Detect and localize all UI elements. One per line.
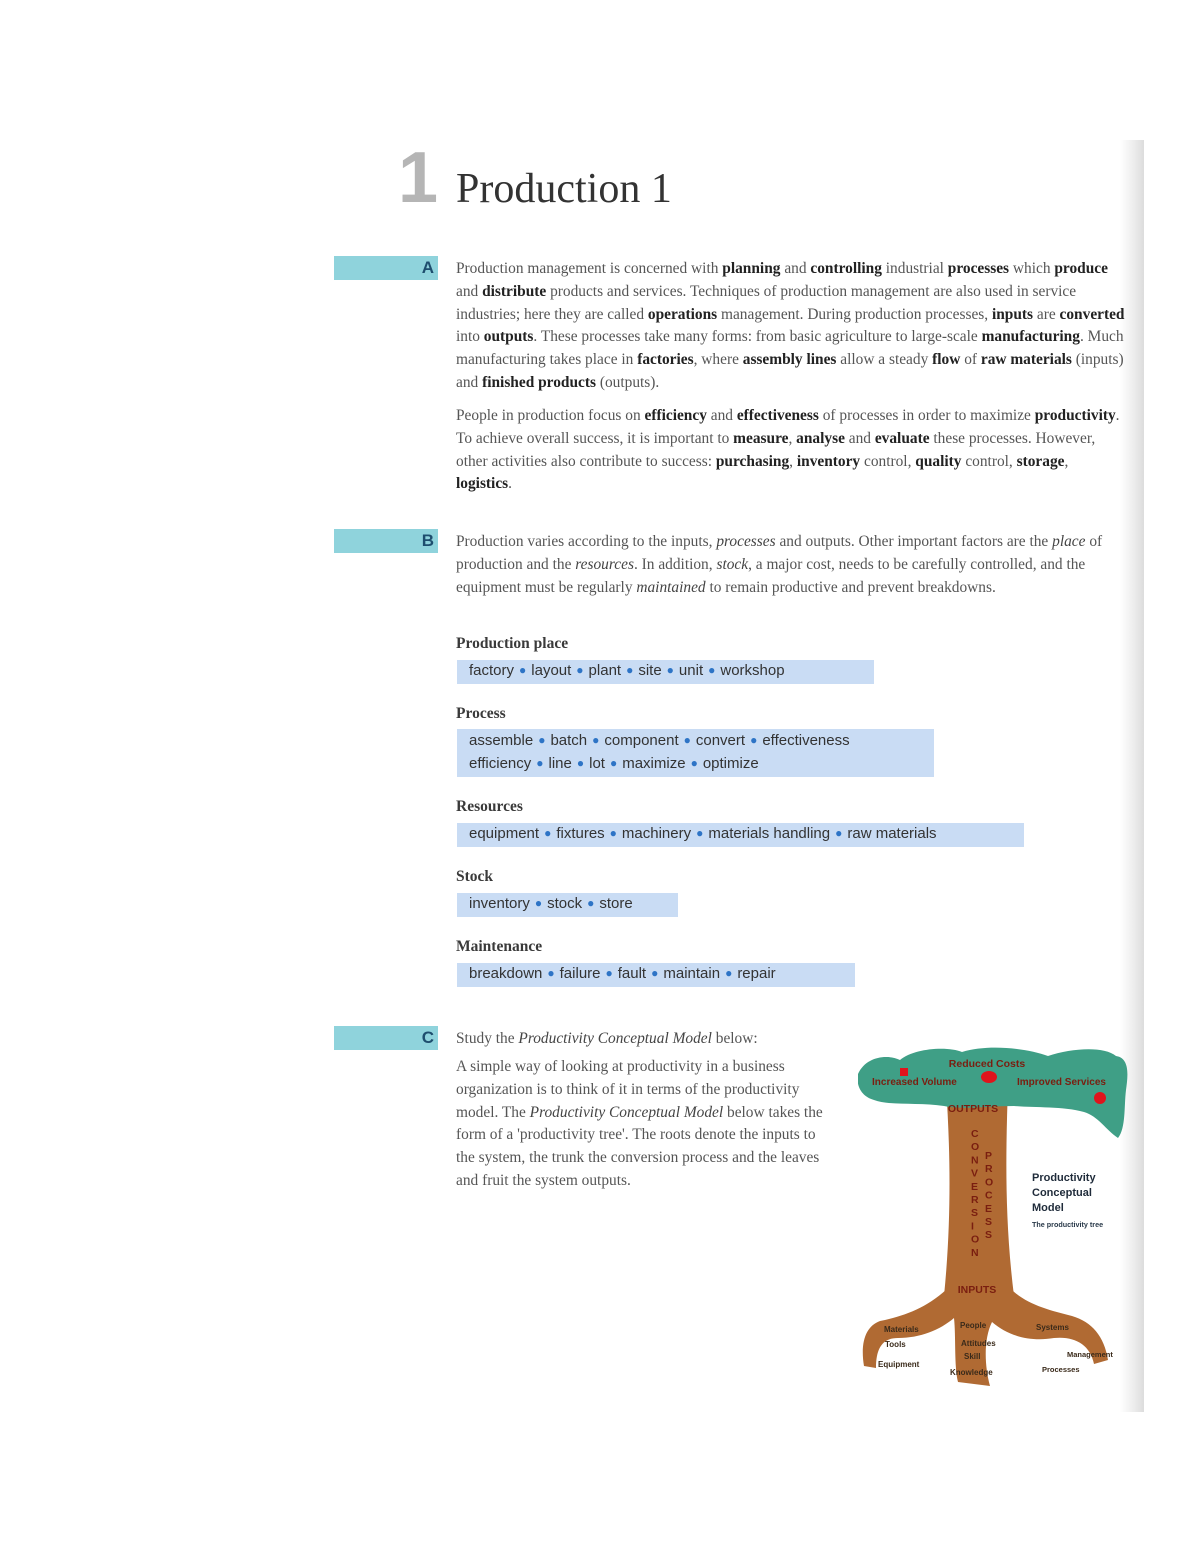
text-run: (inputs) and (456, 351, 1124, 391)
vocab-word: materials handling (708, 825, 831, 842)
text-run: are (1033, 305, 1060, 323)
key-term: evaluate (874, 429, 930, 447)
bullet-separator-icon: ● (538, 733, 546, 747)
maintenance-heading: Maintenance (456, 938, 543, 955)
key-term: effectiveness (736, 407, 819, 424)
resources-wordbox (457, 823, 1024, 847)
key-term: logistics (456, 475, 509, 493)
key-term: converted (1059, 305, 1125, 323)
model-title-line-2: Conceptual (1032, 1187, 1092, 1199)
fruit-red-circle (1094, 1092, 1106, 1104)
text-run: control, (961, 452, 1017, 470)
vocab-word: plant (588, 662, 622, 679)
section-a-label: A (421, 258, 434, 277)
key-term: quality (915, 452, 962, 470)
key-term: manufacturing (981, 328, 1080, 346)
vocab-word: unit (678, 662, 704, 679)
production-place-heading: Production place (456, 635, 569, 652)
key-term: raw materials (980, 351, 1072, 369)
bullet-separator-icon: ● (651, 966, 659, 980)
text-run: , a major cost, needs to be carefully controlled, and the equipment must be regularly (456, 555, 1086, 596)
model-subtitle: The productivity tree (1032, 1220, 1104, 1229)
stacked-letter: O (985, 1176, 994, 1189)
vocab-word: site (638, 662, 662, 679)
stacked-letter: E (985, 1202, 993, 1215)
bullet-separator-icon: ● (547, 966, 555, 980)
word-line (469, 963, 843, 986)
bullet-separator-icon: ● (587, 896, 595, 910)
stacked-letter: R (971, 1194, 979, 1206)
key-term: flow (932, 351, 961, 369)
vocab-word: machinery (621, 825, 692, 842)
bullet-separator-icon: ● (536, 755, 544, 770)
text-run: these processes. However, other activities also contribute to success: (456, 429, 1096, 470)
tree-trunk (944, 1086, 1014, 1296)
stacked-letter: S (985, 1216, 993, 1228)
bullet-separator-icon: ● (690, 755, 698, 770)
chapter-number: 1 (398, 138, 439, 218)
bullet-separator-icon: ● (609, 826, 617, 840)
text-run: management. During production processes, (717, 305, 992, 323)
text-run: below takes the form of a 'productivity tree'. The roots denote the inputs to the system, the trunk the conversion process and the leaves and fruit the system outputs. (456, 1103, 823, 1189)
vocab-word: repair (737, 965, 776, 982)
italic-term: Productivity Conceptual Model (529, 1103, 724, 1121)
word-line (469, 823, 1012, 846)
vocab-word: maintain (663, 965, 721, 982)
process-label (985, 1150, 993, 1241)
chapter-title: Production 1 (456, 166, 672, 212)
text-run: and (456, 282, 483, 300)
vocab-word: efficiency (469, 754, 532, 772)
key-term: storage (1016, 452, 1065, 470)
maintenance-wordbox (457, 963, 855, 987)
vocab-word: effectiveness (762, 732, 850, 749)
text-run: and outputs. Other important factors are the (775, 533, 1053, 550)
text-run: . These processes take many forms: from basic agriculture to large-scale (533, 328, 982, 346)
root-materials-label: Materials (884, 1325, 919, 1334)
vocab-word: assemble (469, 732, 534, 749)
reduced-costs-label: Reduced Costs (948, 1058, 1026, 1070)
text-run: . (508, 475, 513, 493)
stacked-letter: S (971, 1207, 979, 1220)
text-run: into (456, 328, 484, 346)
section-c-body (456, 1056, 838, 1193)
stacked-letter: C (971, 1128, 979, 1140)
text-run: , where (693, 351, 743, 369)
root-people-label: People (960, 1321, 987, 1330)
vocab-word: batch (550, 732, 588, 749)
outputs-label: OUTPUTS (947, 1103, 999, 1115)
key-term: operations (647, 305, 718, 323)
vocab-word: optimize (702, 754, 759, 772)
text-run: . To achieve overall success, it is important to (456, 407, 1120, 447)
vocab-word: fixtures (556, 825, 605, 842)
vocab-word: maximize (622, 754, 686, 772)
stacked-letter: S (985, 1229, 993, 1242)
stacked-letter: O (971, 1141, 980, 1154)
key-term: distribute (482, 282, 547, 300)
vocab-word: raw materials (847, 825, 937, 842)
key-term: analyse (796, 429, 845, 447)
text-run: People in production focus on (456, 407, 645, 424)
productivity-tree-diagram (858, 1046, 1128, 1398)
section-a-marker (334, 256, 438, 280)
stacked-letter: I (971, 1220, 974, 1233)
bullet-separator-icon: ● (750, 733, 758, 747)
word-line (469, 660, 862, 683)
vocab-word: convert (695, 732, 746, 749)
italic-term: processes (716, 533, 776, 550)
model-title-line-1: Productivity (1032, 1172, 1096, 1184)
root-knowledge-label: Knowledge (950, 1368, 993, 1377)
bullet-separator-icon: ● (576, 755, 585, 770)
section-c-marker (334, 1026, 438, 1050)
vocab-word: component (604, 732, 679, 749)
stock-wordbox (457, 893, 678, 917)
section-a-paragraph-2 (456, 405, 1128, 496)
text-run: Production varies according to the inputs, (456, 533, 717, 550)
root-systems-label: Systems (1036, 1323, 1069, 1332)
text-run: to remain productive and prevent breakdowns. (705, 578, 996, 596)
section-b-paragraph (456, 531, 1128, 599)
text-run: . In addition, (633, 555, 717, 573)
word-line (469, 753, 922, 776)
stacked-letter: E (971, 1180, 979, 1193)
text-run: control, (860, 452, 916, 470)
bullet-separator-icon: ● (519, 663, 527, 677)
stacked-letter: R (985, 1163, 993, 1176)
bullet-separator-icon: ● (683, 733, 691, 747)
root-skill-label: Skill (964, 1352, 981, 1361)
bullet-separator-icon: ● (666, 663, 674, 677)
vocab-word: equipment (469, 825, 540, 842)
vocab-word: breakdown (469, 965, 543, 982)
key-term: produce (1054, 260, 1108, 277)
text-run: of processes in order to maximize (818, 407, 1035, 424)
key-term: outputs (483, 328, 534, 346)
text-run: Study the (456, 1030, 519, 1047)
vocab-word: workshop (720, 662, 785, 679)
text-run: (outputs). (595, 373, 660, 391)
vocab-word: failure (559, 965, 601, 982)
bullet-separator-icon: ● (592, 733, 600, 747)
key-term: productivity (1034, 407, 1116, 424)
text-run: A simple way of looking at productivity in a business organization is to think of it in terms of the productivity model. The (456, 1058, 800, 1121)
text-run: of production and the (456, 533, 1103, 573)
section-a-paragraph-1 (456, 258, 1128, 395)
root-equipment-label: Equipment (878, 1360, 920, 1369)
inputs-label: INPUTS (957, 1284, 997, 1296)
stacked-letter: C (985, 1189, 993, 1202)
stock-heading: Stock (456, 868, 494, 885)
vocab-word: fault (617, 965, 647, 982)
key-term: purchasing (715, 452, 790, 470)
bullet-separator-icon: ● (609, 755, 618, 770)
bullet-separator-icon: ● (708, 663, 716, 677)
key-term: factories (637, 351, 694, 369)
text-run: Production management is concerned with (456, 260, 723, 277)
vocab-word: line (548, 754, 572, 772)
word-line (469, 893, 666, 916)
bullet-separator-icon: ● (576, 663, 584, 677)
section-b-label: B (421, 531, 434, 550)
resources-heading: Resources (456, 798, 523, 815)
text-run: . Much manufacturing takes place in (456, 328, 1124, 369)
italic-term: stock (716, 555, 749, 573)
key-term: planning (722, 260, 781, 277)
bullet-separator-icon: ● (605, 966, 613, 980)
bullet-separator-icon: ● (544, 826, 552, 840)
bullet-separator-icon: ● (725, 966, 733, 980)
production-place-wordbox (457, 660, 874, 684)
bullet-separator-icon: ● (835, 826, 843, 840)
word-line (469, 730, 922, 753)
vocab-word: layout (531, 662, 572, 679)
root-tools-label: Tools (885, 1340, 906, 1349)
vocab-word: lot (589, 754, 605, 772)
stacked-letter: N (971, 1154, 979, 1167)
vocab-word: stock (547, 895, 583, 912)
key-term: controlling (810, 260, 882, 277)
stacked-letter: O (971, 1233, 980, 1246)
conversion-label (971, 1128, 979, 1259)
root-attitudes-label: Attitudes (961, 1339, 996, 1348)
stacked-letter: N (971, 1246, 979, 1259)
increased-volume-label: Increased Volume (872, 1077, 957, 1088)
key-term: processes (947, 260, 1010, 277)
text-run: , (1064, 452, 1069, 470)
text-run: below: (711, 1030, 758, 1047)
improved-services-label: Improved Services (1017, 1077, 1106, 1088)
text-run: products and services. Techniques of production management are also used in service industries; here they are called (456, 282, 1077, 323)
text-run: , (789, 452, 797, 470)
fruit-red-oval (981, 1071, 997, 1083)
key-term: inputs (991, 305, 1034, 323)
stacked-letter: P (985, 1150, 993, 1162)
model-title-line-3: Model (1032, 1202, 1064, 1214)
bullet-separator-icon: ● (534, 896, 543, 910)
text-run: , (788, 429, 797, 447)
italic-term: resources (575, 555, 634, 573)
text-run: allow a steady (836, 351, 933, 369)
key-term: inventory (796, 452, 861, 470)
section-b-marker (334, 529, 438, 553)
text-run: of (960, 351, 981, 369)
root-processes-label: Processes (1042, 1365, 1080, 1374)
text-run: which (1009, 260, 1055, 277)
vocab-word: store (599, 895, 633, 912)
stacked-letter: V (971, 1167, 979, 1180)
text-run: and (780, 260, 811, 277)
italic-term: maintained (636, 578, 706, 596)
italic-term: place (1052, 533, 1086, 550)
italic-term: Productivity Conceptual Model (518, 1030, 712, 1047)
process-wordbox (457, 729, 934, 777)
vocab-word: factory (469, 662, 515, 679)
fruit-red-square (900, 1068, 908, 1076)
key-term: finished products (482, 373, 596, 391)
key-term: efficiency (644, 407, 707, 424)
bullet-separator-icon: ● (696, 826, 704, 840)
root-management-label: Management (1067, 1350, 1113, 1359)
process-heading: Process (456, 705, 506, 722)
key-term: measure (733, 429, 789, 447)
vocab-word: inventory (469, 895, 530, 912)
bullet-separator-icon: ● (626, 663, 634, 677)
text-run: industrial (881, 260, 948, 277)
section-c-label: C (421, 1028, 434, 1047)
text-run: and (706, 407, 737, 424)
text-run: and (844, 429, 875, 447)
key-term: assembly lines (742, 351, 837, 369)
